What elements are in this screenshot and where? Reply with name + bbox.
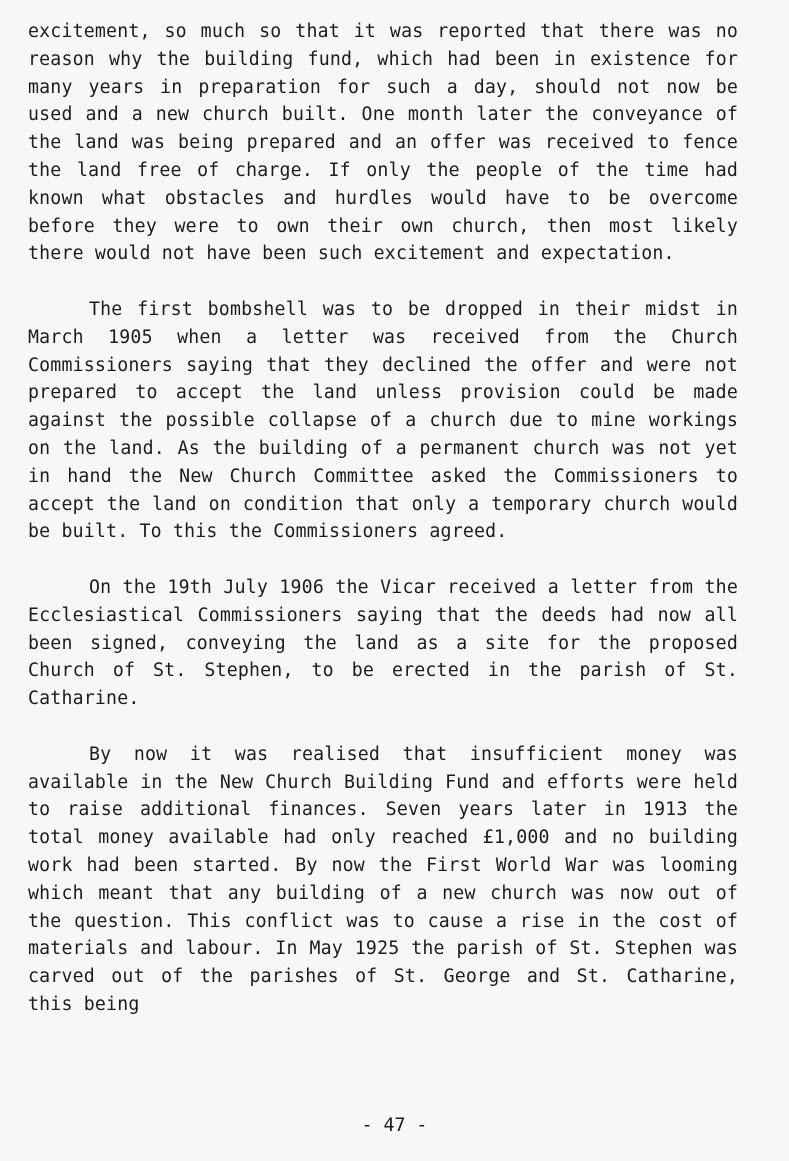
page-number: - 47 - <box>361 1115 428 1136</box>
paragraph-1: excitement, so much so that it was reported that there was no reason why the building fund, which had been in existence for many years in preparation for such a day, should not now be used and a new church built. One month later the conveyance of the land was being prepared and an offer was received to fence the land free of charge. If only the people of the time had known what obstacles and hurdles would have to be overcome before they were to own their own church, then most likely there would not have been such excitement and expectation. <box>28 21 738 265</box>
paragraph-4: By now it was realised that insufficient money was available in the New Church Building Fund and efforts were held to raise additional finances. Seven years later in 1913 the total money available had only reached £1,000 and no building work had been started. By now the First World War was looming which meant that any building of a new church was now out of the question. This conflict was to cause a rise in the cost of materials and labour. In May 1925 the parish of St. Stephen was carved out of the parishes of St. George and St. Catharine, this being <box>28 743 738 1015</box>
paragraph-2: The first bombshell was to be dropped in their midst in March 1905 when a letter was received from the Church Commissioners saying that they declined the offer and were not prepared to accept the land unless provision could be made against the possible collapse of a church due to mine workings on the land. As the building of a permanent church was not yet in hand the New Church Committee asked the Commissioners to accept the land on condition that only a temporary church would be built. To this the Commissioners agreed. <box>28 298 738 543</box>
paragraph-3: On the 19th July 1906 the Vicar received a letter from the Ecclesiastical Commissioners saying that the deeds had now all been signed, conveying the land as a site for the proposed Church of St. Stephen, to be erected in the parish of St. Catharine. <box>28 576 738 710</box>
body-text <box>28 18 738 1046</box>
